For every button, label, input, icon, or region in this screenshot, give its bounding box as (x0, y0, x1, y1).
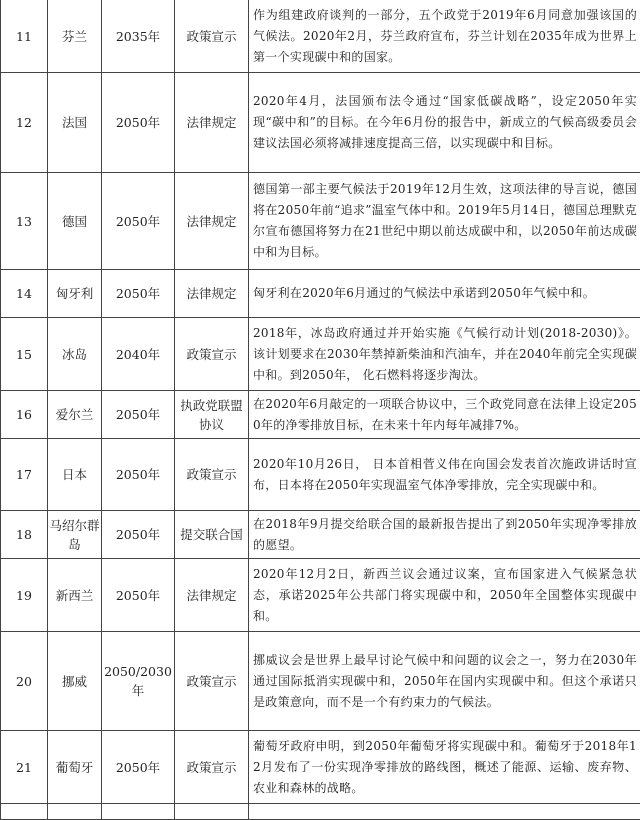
commitment-status: 法律规定 (175, 73, 249, 173)
country-name: 匈牙利 (48, 270, 102, 318)
commitment-status: 政策宣示 (175, 318, 249, 391)
commitment-status: 法律规定 (175, 559, 249, 632)
row-number: 18 (1, 511, 48, 559)
country-name: 新西兰 (48, 559, 102, 632)
row-number: 16 (1, 391, 48, 439)
country-name: 挪威 (48, 632, 102, 731)
commitment-status: 执政党联盟协议 (175, 391, 249, 439)
empty-cell (175, 804, 249, 820)
commitment-status: 政策宣示 (175, 0, 249, 73)
target-description: 德国第一部主要气候法于2019年12月生效，这项法律的导言说，德国将在2050年前“追求”温室气体中和。2019年5月14日，德国总理默克尔宣布德国将努力在21世纪中期以前达成碳中和，以2050年前达成碳中和为目标。 (249, 173, 640, 270)
table-row (1, 318, 640, 391)
commitment-status: 提交联合国 (175, 511, 249, 559)
country-name: 马绍尔群岛 (48, 511, 102, 559)
target-year: 2050年 (102, 559, 175, 632)
empty-cell (1, 804, 48, 820)
target-description: 2020年10月26日， 日本首相菅义伟在向国会发表首次施政讲话时宣布，日本将在2050年实现温室气体净零排放，完全实现碳中和。 (249, 439, 640, 511)
target-year: 2050年 (102, 439, 175, 511)
target-description: 2020年4月，法国颁布法令通过“国家低碳战略”，设定2050年实现“碳中和”的目标。在今年6月份的报告中，新成立的气候高级委员会建议法国必须将减排速度提高三倍，以实现碳中和目标。 (249, 73, 640, 173)
empty-cell (249, 804, 640, 820)
table-row (1, 173, 640, 270)
target-year: 2050年 (102, 173, 175, 270)
target-description: 匈牙利在2020年6月通过的气候法中承诺到2050年气候中和。 (249, 270, 640, 318)
target-year: 2035年 (102, 0, 175, 73)
target-description: 作为组建政府谈判的一部分，五个政党于2019年6月同意加强该国的气候法。2020年2月，芬兰政府宣布，芬兰计划在2035年成为世界上第一个实现碳中和的国家。 (249, 0, 640, 73)
country-name: 葡萄牙 (48, 731, 102, 804)
commitment-status: 法律规定 (175, 173, 249, 270)
target-year: 2050年 (102, 511, 175, 559)
country-name: 爱尔兰 (48, 391, 102, 439)
row-number: 15 (1, 318, 48, 391)
target-description: 葡萄牙政府申明，到2050年葡萄牙将实现碳中和。葡萄牙于2018年12月发布了一份实现净零排放的路线图，概述了能源、运输、废弃物、农业和森林的战略。 (249, 731, 640, 804)
row-number: 21 (1, 731, 48, 804)
table-row (1, 439, 640, 511)
target-description: 挪威议会是世界上最早讨论气候中和问题的议会之一，努力在2030年通过国际抵消实现碳中和，2050年在国内实现碳中和。但这个承诺只是政策意向，而不是一个有约束力的气候法。 (249, 632, 640, 731)
row-number: 13 (1, 173, 48, 270)
empty-cell (48, 804, 102, 820)
table-row (1, 0, 640, 73)
target-description: 2020年12月2日，新西兰议会通过议案，宣布国家进入气候紧急状态，承诺2025年公共部门将实现碳中和，2050年全国整体实现碳中和。 (249, 559, 640, 632)
target-year: 2050/2030年 (102, 632, 175, 731)
country-name: 冰岛 (48, 318, 102, 391)
country-name: 芬兰 (48, 0, 102, 73)
country-name: 德国 (48, 173, 102, 270)
row-number: 12 (1, 73, 48, 173)
target-description: 在2018年9月提交给联合国的最新报告提出了到2050年实现净零排放的愿望。 (249, 511, 640, 559)
commitment-status: 法律规定 (175, 270, 249, 318)
target-description: 2018年，冰岛政府通过并开始实施《气候行动计划(2018-2030)》。该计划要求在2030年禁掉新柴油和汽油车，并在2040年前完全实现碳中和。到2050年， 化石燃料将逐步淘汰。 (249, 318, 640, 391)
country-name: 日本 (48, 439, 102, 511)
target-description: 在2020年6月敲定的一项联合协议中，三个政党同意在法律上设定2050年的净零排放目标，在未来十年内每年减排7%。 (249, 391, 640, 439)
row-number: 19 (1, 559, 48, 632)
commitment-status: 政策宣示 (175, 632, 249, 731)
row-number: 20 (1, 632, 48, 731)
country-name: 法国 (48, 73, 102, 173)
target-year: 2040年 (102, 318, 175, 391)
table-row (1, 391, 640, 439)
commitment-status: 政策宣示 (175, 731, 249, 804)
empty-cell (102, 804, 175, 820)
commitment-status: 政策宣示 (175, 439, 249, 511)
table-row (1, 632, 640, 731)
target-year: 2050年 (102, 731, 175, 804)
row-number: 11 (1, 0, 48, 73)
row-number: 14 (1, 270, 48, 318)
table-row (1, 559, 640, 632)
table-row (1, 731, 640, 804)
row-number: 17 (1, 439, 48, 511)
target-year: 2050年 (102, 270, 175, 318)
table-row-partial (1, 804, 640, 820)
table-row (1, 511, 640, 559)
table-row (1, 73, 640, 173)
table-row (1, 270, 640, 318)
target-year: 2050年 (102, 391, 175, 439)
target-year: 2050年 (102, 73, 175, 173)
